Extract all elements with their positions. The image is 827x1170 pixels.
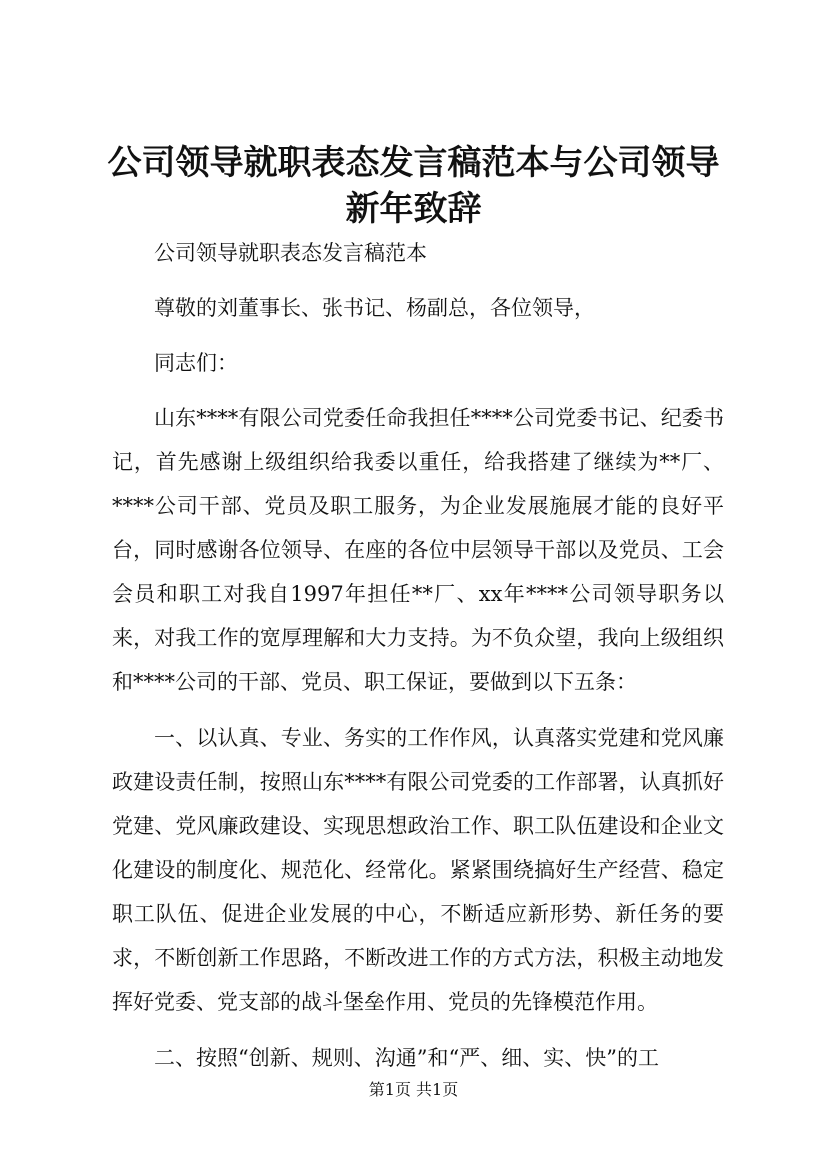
paragraph-point-one: 一、以认真、专业、务实的工作作风，认真落实党建和党风廉政建设责任制，按照山东****有限公司党委的工作部署，认真抓好党建、党风廉政建设、实现思想政治工作、职工队伍建设和企业文化建设的制度化、规范化、经常化。紧紧围绕搞好生产经营、稳定职工队伍、促进企业发展的中心，不断适应新形势、新任务的要求，不断创新工作思路，不断改进工作的方式方法，积极主动地发挥好党委、党支部的战斗堡垒作用、党员的先锋模范作用。: [112, 726, 724, 1014]
paragraph-intro: 山东****有限公司党委任命我担任****公司党委书记、纪委书记，首先感谢上级组织给我委以重任，给我搭建了继续为**厂、****公司干部、党员及职工服务，为企业发展施展才能的良好平台，同时感谢各位领导、在座的各位中层领导干部以及党员、工会会员和职工对我自1997年担任**厂、xx年****公司领导职务以来，对我工作的宽厚理解和大力支持。为不负众望，我向上级组织和****公司的干部、党员、职工保证，要做到以下五条：: [112, 406, 724, 694]
paragraph-greeting: 同志们：: [154, 351, 238, 375]
document-body: [112, 231, 724, 1092]
paragraph-point-two: 二、按照“创新、规则、沟通”和“严、细、实、快”的工: [154, 1046, 659, 1070]
document-title: 公司领导就职表态发言稿范本与公司领导新年致辞: [107, 143, 720, 229]
paragraph-subtitle: 公司领导就职表态发言稿范本: [154, 241, 427, 265]
page-number-footer: 第1页 共1页: [368, 1080, 459, 1099]
paragraph-salutation: 尊敬的刘董事长、张书记、杨副总，各位领导，: [154, 296, 595, 320]
